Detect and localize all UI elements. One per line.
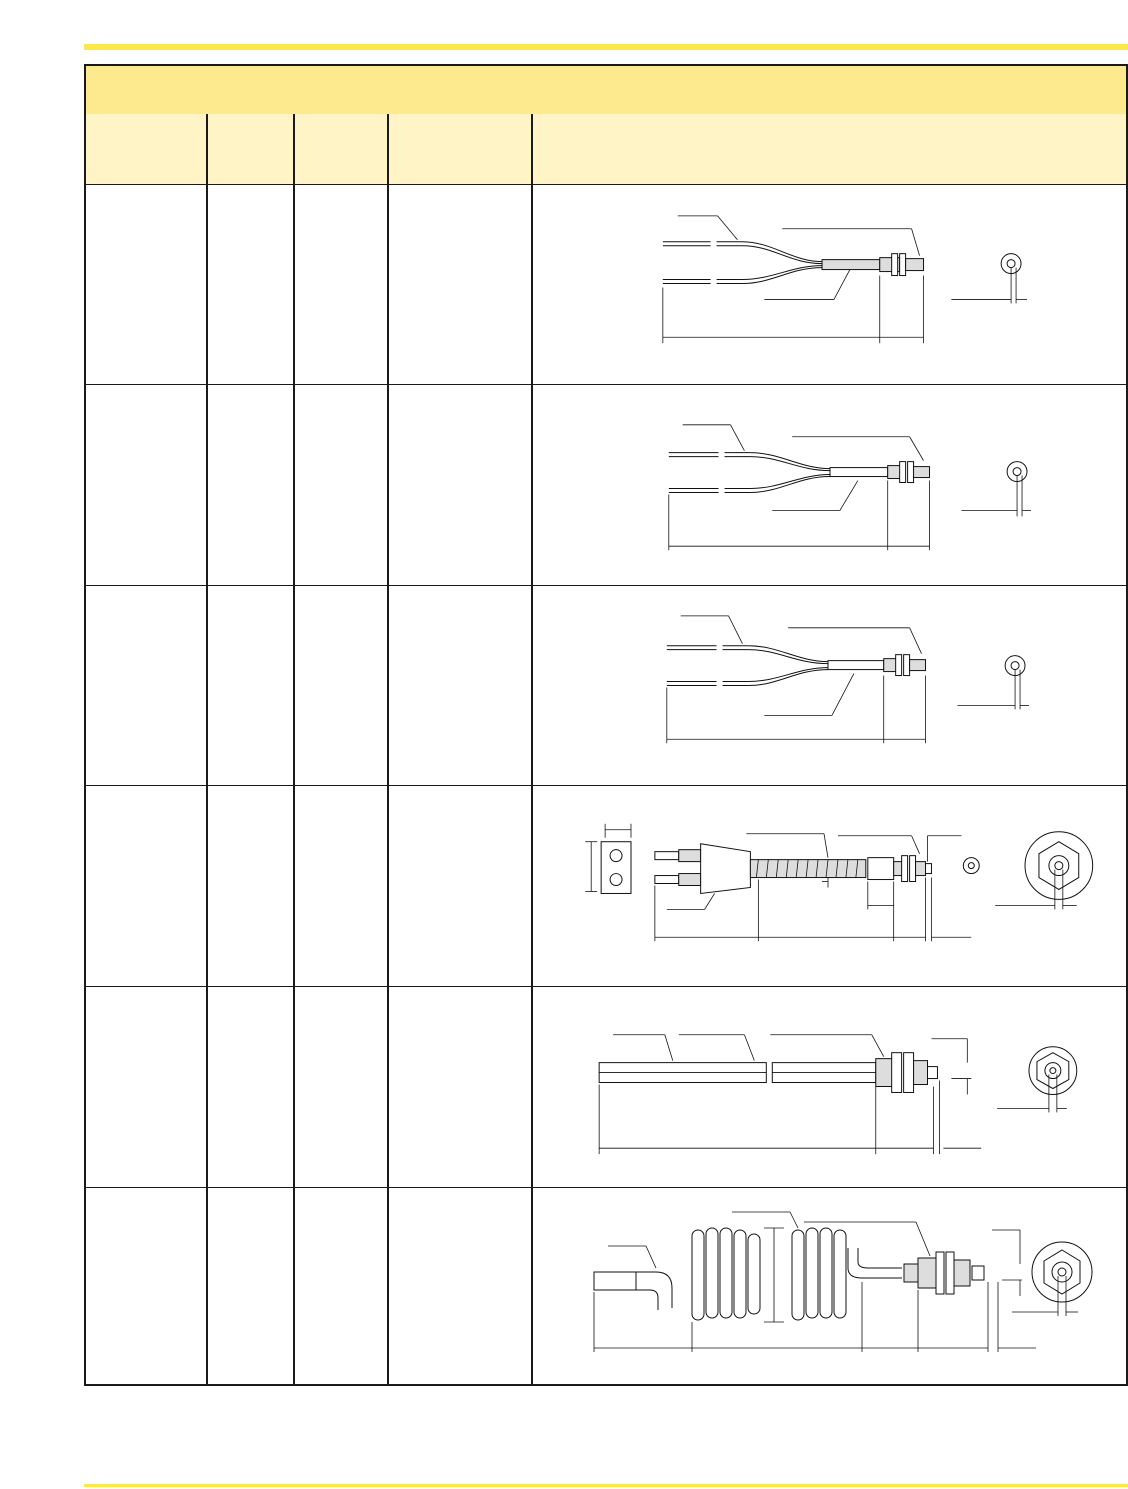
row-cell [294, 586, 387, 785]
fiber-bundle-m3-threaded-tip-icon [532, 385, 1126, 585]
row-cell [207, 385, 293, 585]
bottom-accent-rule [84, 1484, 1128, 1487]
fiber-bundle-m3-threaded-tip-icon [532, 184, 1126, 384]
row-cell [86, 987, 206, 1187]
armored-fiber-connector-icon [532, 786, 1126, 986]
row-cell [294, 786, 387, 986]
row-cell [207, 987, 293, 1187]
table-row [86, 184, 1126, 385]
header-cell-2 [207, 114, 293, 184]
table-row [86, 1188, 1126, 1386]
row-cell [86, 786, 206, 986]
row-cell [388, 586, 531, 785]
row-cell [86, 586, 206, 785]
row-cell [388, 385, 531, 585]
row-cell [86, 385, 206, 585]
row-cell [388, 1188, 531, 1386]
table-row [86, 987, 1126, 1188]
fiber-bundle-m3-threaded-tip-icon [532, 586, 1126, 785]
row-cell [388, 987, 531, 1187]
table-row [86, 385, 1126, 586]
row-cell [294, 1188, 387, 1386]
row-cell [294, 184, 387, 384]
header-cell-4 [388, 114, 531, 184]
row-cell [294, 987, 387, 1187]
row-cell [207, 184, 293, 384]
row-cell [294, 385, 387, 585]
row-cell [388, 786, 531, 986]
coiled-fiber-hex-nut-icon [532, 1188, 1126, 1386]
row-cell [207, 1188, 293, 1386]
row-cell [207, 786, 293, 986]
table-row [86, 586, 1126, 786]
header-cell-1 [86, 114, 206, 184]
header-cell-3 [294, 114, 387, 184]
table-title-band [86, 66, 1126, 115]
row-cell [388, 184, 531, 384]
straight-fiber-hex-nut-icon [532, 987, 1126, 1187]
row-cell [86, 184, 206, 384]
row-cell [86, 1188, 206, 1386]
top-accent-rule [84, 44, 1128, 50]
table-row [86, 786, 1126, 987]
header-cell-5 [532, 114, 1126, 184]
row-cell [207, 586, 293, 785]
spec-table [84, 64, 1128, 1386]
